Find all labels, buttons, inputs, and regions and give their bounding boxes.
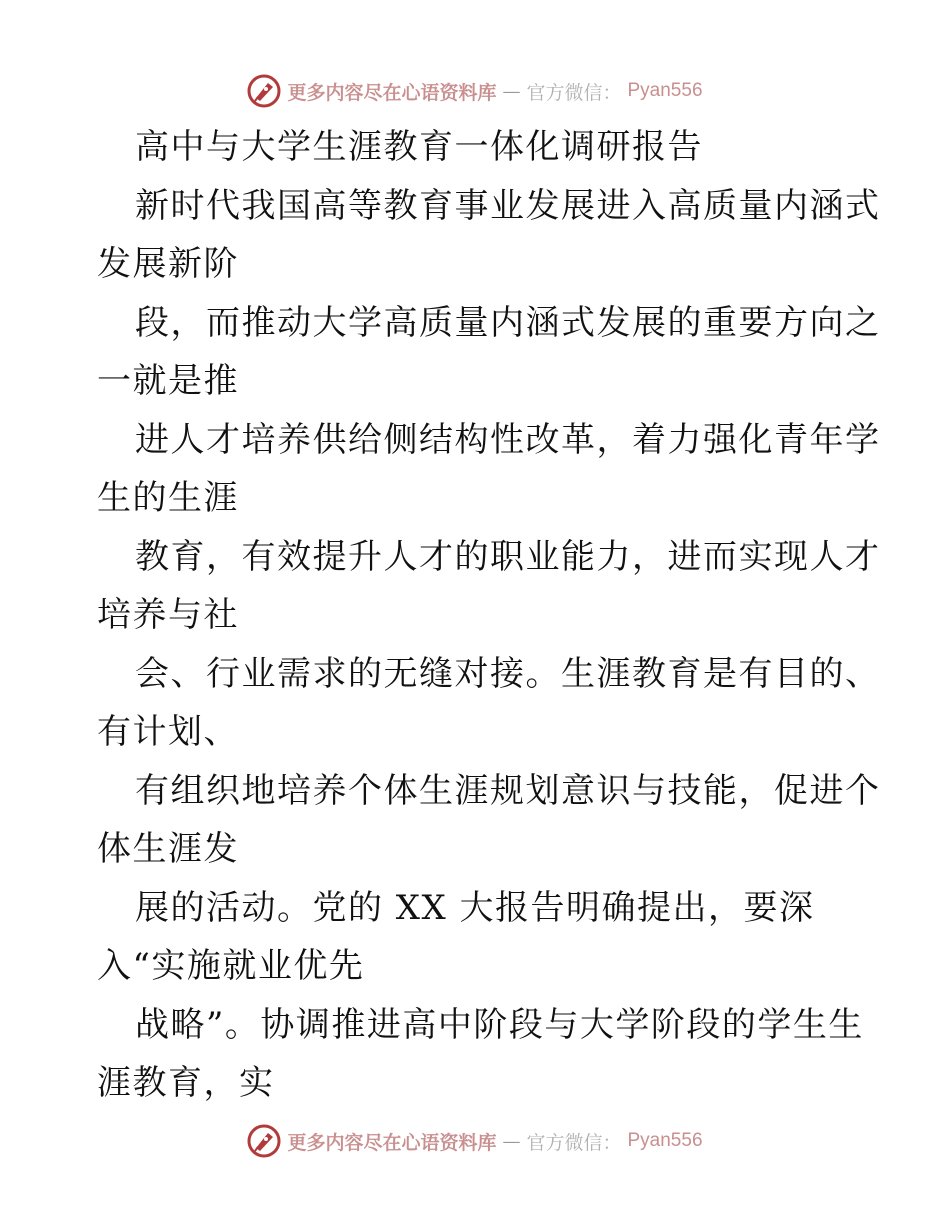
paragraph-line: 培养与社 (97, 595, 239, 635)
document-title: 高中与大学生涯教育一体化调研报告 (135, 127, 703, 167)
document-body (97, 118, 881, 1113)
footer-watermark (0, 1121, 950, 1161)
paragraph-line: 生的生涯 (97, 478, 239, 518)
watermark-wechat-id: Pyan556 (627, 1130, 703, 1151)
paragraph-line: 段，而推动大学高质量内涵式发展的重要方向之 (135, 302, 881, 343)
pen-nib-logo-icon (247, 74, 281, 108)
paragraph-line: 教育，有效提升人才的职业能力，进而实现人才 (135, 536, 881, 577)
pen-nib-logo-icon (247, 1124, 281, 1158)
paragraph-line: 有组织地培养个体生涯规划意识与技能，促进个 (135, 770, 881, 811)
paragraph-line: 入“实施就业优先 (97, 946, 365, 986)
watermark-brand-text: 更多内容尽在心语资料库 (287, 1131, 497, 1154)
paragraph-line: 会、行业需求的无缝对接。生涯教育是有目的、 (135, 653, 881, 694)
paragraph-line: 涯教育，实 (97, 1063, 275, 1103)
paragraph-line: 发展新阶 (97, 244, 239, 284)
paragraph-line: 体生涯发 (97, 829, 239, 869)
header-watermark (0, 71, 950, 111)
watermark-separator: — (502, 80, 521, 102)
watermark-separator: — (502, 1130, 521, 1152)
paragraph-line: 一就是推 (97, 361, 239, 401)
watermark-wechat-label: 官方微信： (526, 1131, 622, 1154)
watermark-brand-text: 更多内容尽在心语资料库 (287, 81, 497, 104)
paragraph-line: 新时代我国高等教育事业发展进入高质量内涵式 (135, 185, 881, 226)
watermark-wechat-id: Pyan556 (627, 80, 703, 101)
paragraph-line: 进人才培养供给侧结构性改革，着力强化青年学 (135, 419, 881, 460)
watermark-wechat-label: 官方微信： (526, 81, 622, 104)
paragraph-line: 战略”。协调推进高中阶段与大学阶段的学生生 (135, 1004, 864, 1045)
paragraph-line: 展的活动。党的 XX 大报告明确提出，要深 (135, 887, 815, 928)
paragraph-line: 有计划、 (97, 712, 239, 752)
